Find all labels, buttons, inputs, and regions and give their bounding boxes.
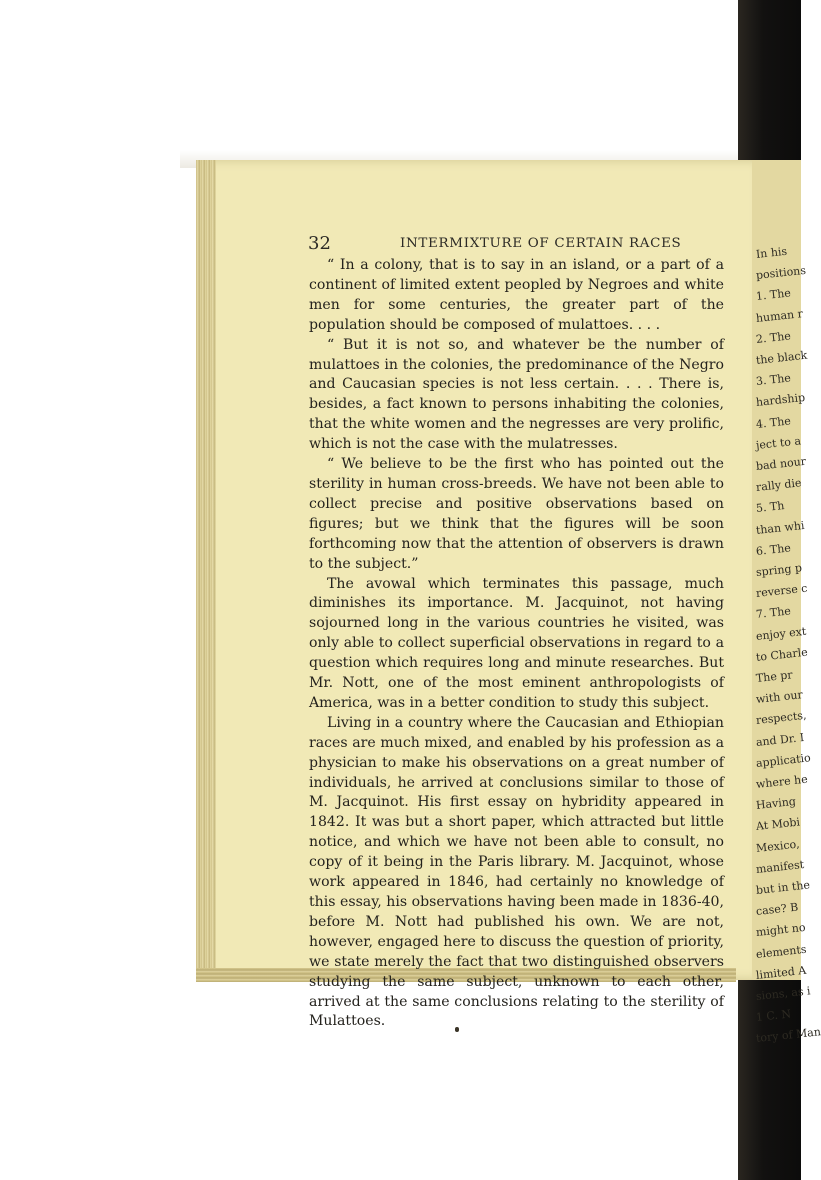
facing-page-fragment: 5. Th — [755, 499, 785, 516]
facing-page-fragment: the black — [755, 348, 808, 367]
facing-page-fragment: case? B — [755, 900, 799, 919]
facing-page-fragment: positions — [755, 263, 807, 283]
facing-page-fragment: 3. The — [755, 371, 792, 389]
page-number: 32 — [308, 233, 331, 254]
running-head: INTERMIXTURE OF CERTAIN RACES — [400, 236, 682, 251]
facing-page-fragment: where he — [755, 772, 809, 791]
facing-page-fragment: spring p — [755, 561, 803, 579]
facing-page — [752, 160, 821, 1046]
facing-page-fragment: but in the — [755, 878, 811, 897]
paragraph: “ In a colony, that is to say in an island, or a part of a continent of limited extent peopled by Negroes and white men for some centuries, the greater part of the population should be composed of mulattoes. . . . — [309, 257, 724, 333]
paragraph: The avowal which terminates this passage, much diminishes its importance. M. Jacquinot, not having sojourned long in the various countries he visited, was only able to collect superficial observations in regard to a question which requires long and minute researches. But Mr. Nott, one of the most eminent anthropologists of America, was in a better condition to study this subject. — [309, 575, 724, 711]
facing-page-fragment: human r — [755, 306, 804, 325]
facing-page-fragment: might no — [755, 921, 807, 940]
facing-page-fragment: bad nour — [755, 454, 807, 473]
facing-page-fragment: ject to a — [755, 434, 802, 452]
facing-page-fragment: to Charle — [755, 645, 809, 664]
facing-page-fragment: limited A — [755, 963, 807, 982]
facing-page-fragment: 1 C. N — [755, 1007, 792, 1025]
facing-page-fragment: 1. The — [755, 286, 792, 304]
facing-page-fragment: than whi — [755, 518, 806, 537]
facing-page-fragment: 6. The — [755, 541, 792, 558]
facing-page-fragment: hardship — [755, 391, 806, 410]
facing-page-fragment: 2. The — [755, 329, 792, 346]
facing-page-fragment: In his — [755, 244, 788, 261]
facing-page-fragment: tory of Man — [755, 1025, 821, 1046]
facing-page-fragment: Having — [755, 795, 797, 813]
facing-page-fragment: and Dr. I — [755, 730, 805, 749]
facing-page-fragment: 7. The — [755, 604, 792, 622]
ink-speck — [455, 1027, 459, 1032]
page-stack-edge — [196, 160, 216, 980]
facing-page-fragment: At Mobi — [755, 815, 801, 834]
facing-page-fragment: sions, as i — [755, 984, 812, 1003]
body-text — [309, 256, 724, 1032]
facing-page-fragment: Mexico, — [755, 837, 801, 855]
facing-page-fragment: with our — [755, 688, 804, 707]
facing-page-fragment: rally die — [755, 476, 803, 495]
facing-page-fragment: respects, — [755, 709, 808, 728]
facing-page-fragment: elements — [755, 942, 808, 961]
facing-page-fragment: applicatio — [755, 751, 812, 770]
facing-page-fragment: enjoy ext — [755, 624, 807, 643]
facing-page-fragment: manifest — [755, 857, 805, 876]
paragraph: “ We believe to be the first who has pointed out the sterility in human cross-breeds. We have not been able to collect precise and positive observations based on figures; but we think that the figures will be soon forthcoming now that the attention of observers is drawn to the subject.” — [309, 456, 724, 572]
facing-page-fragment: 4. The — [755, 413, 792, 431]
facing-page-fragment: The pr — [755, 668, 794, 685]
facing-page-fragment: reverse c — [755, 581, 808, 601]
paragraph: Living in a country where the Caucasian and Ethiopian races are much mixed, and enabled by his profession as a physician to make his observations on a great number of individuals, he arrived at conclusions similar to those of M. Jacquinot. His first essay on hybridity appeared in 1842. It was but a short paper, which attracted but little notice, and which we have not been able to consult, no copy of it being in the Paris library. M. Jacquinot, whose work appeared in 1846, had certainly no knowledge of this essay, his observations having been made in 1836-40, before M. Nott had published his own. We are not, however, engaged here to discuss the question of priority, we state merely the fact that two distinguished observers studying the same subject, unknown to each other, arrived at the same conclusions relating to the sterility of Mulattoes. — [309, 714, 724, 1030]
paragraph: “ But it is not so, and whatever be the number of mulattoes in the colonies, the predominance of the Negro and Caucasian species is not less certain. . . . There is, besides, a fact known to persons inhabiting the colonies, that the white women and the negresses are very prolific, which is not the case with the mulatresses. — [309, 336, 724, 453]
